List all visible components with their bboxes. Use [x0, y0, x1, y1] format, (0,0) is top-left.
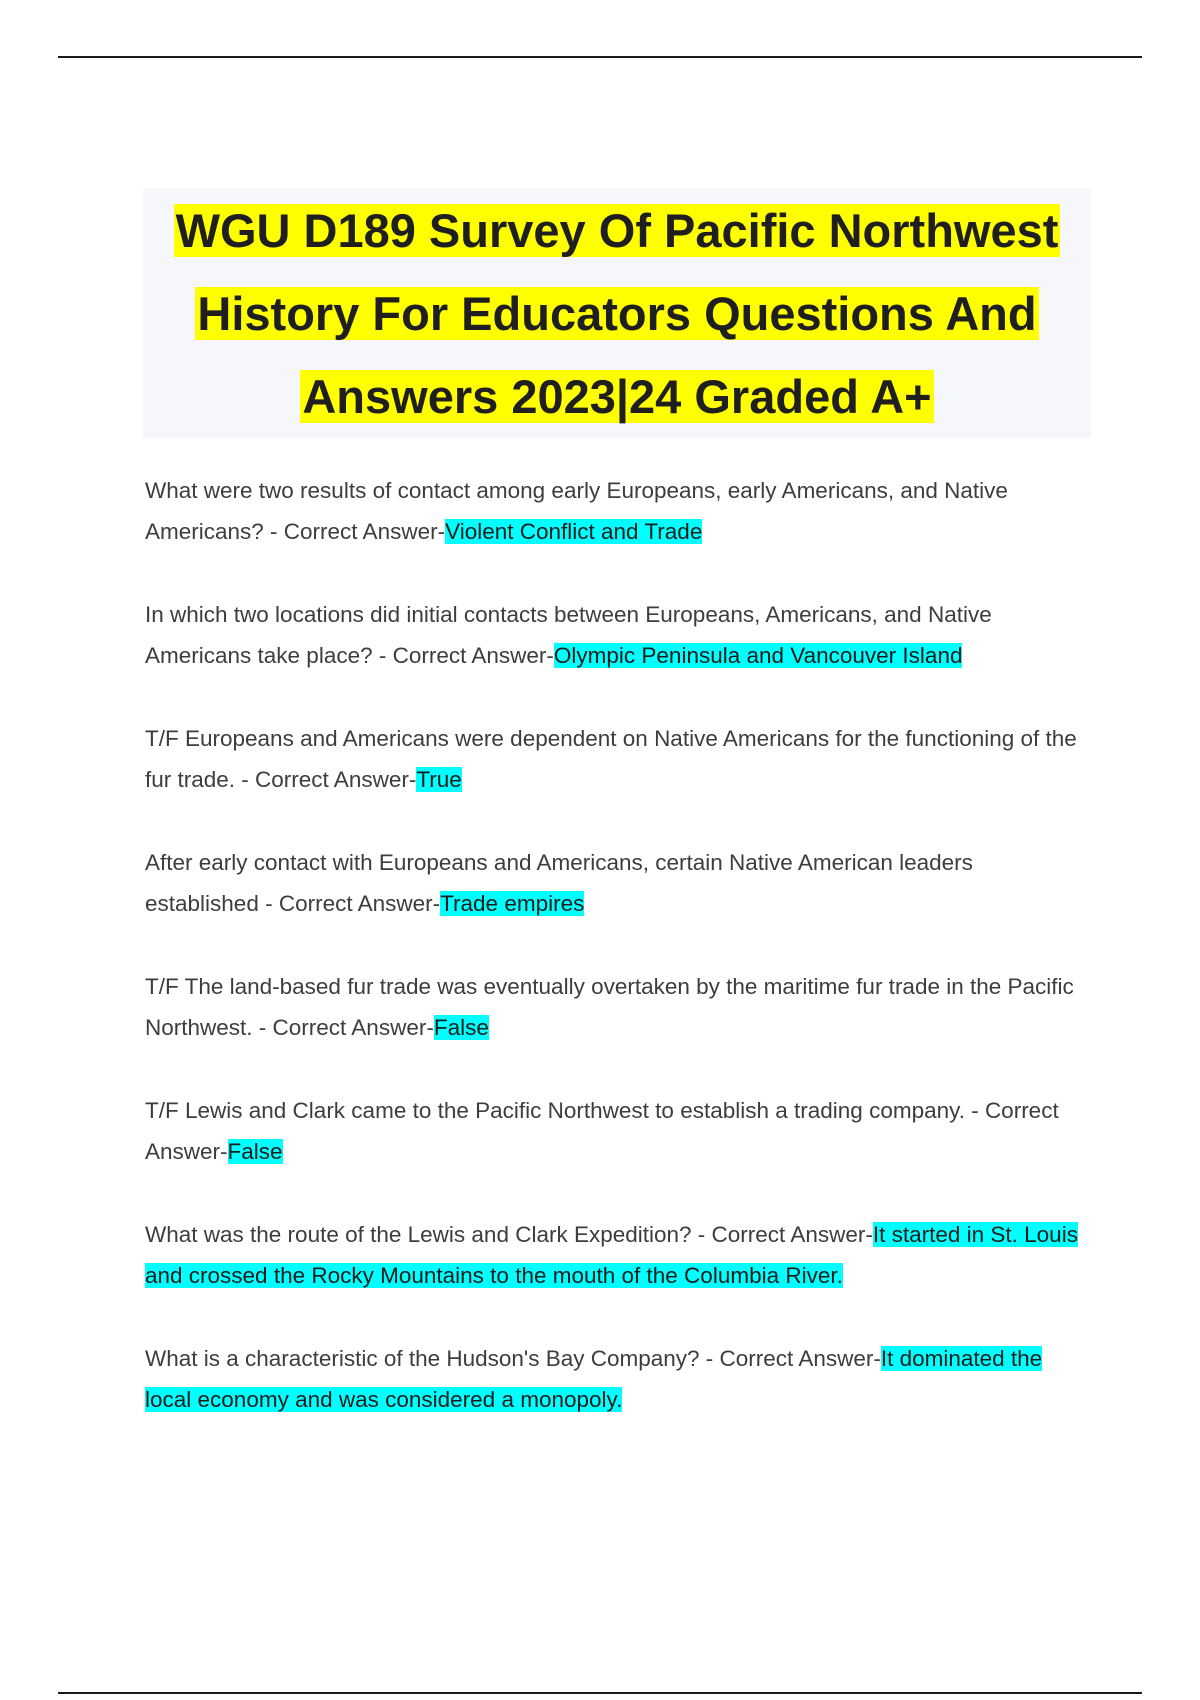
answer-highlight: Violent Conflict and Trade: [445, 519, 703, 544]
bottom-rule: [58, 1692, 1142, 1694]
question-text: T/F Lewis and Clark came to the Pacific Northwest to establish a trading company. - Correct Answer-: [145, 1098, 1059, 1164]
qa-item: [145, 966, 1090, 1048]
title-line-3: Answers 2023|24 Graded A+: [302, 370, 932, 423]
question-text: After early contact with Europeans and Americans, certain Native American leaders established - Correct Answer-: [145, 850, 973, 916]
qa-item: [145, 718, 1090, 800]
answer-highlight: True: [416, 767, 462, 792]
title-block: [143, 188, 1091, 438]
question-text: T/F Europeans and Americans were dependent on Native Americans for the functioning of the fur trade. - Correct Answer-: [145, 726, 1077, 792]
answer-highlight: False: [227, 1139, 283, 1164]
answer-highlight: False: [433, 1015, 489, 1040]
qa-list: [145, 470, 1090, 1462]
answer-highlight: It started in St. Louis and crossed the Rocky Mountains to the mouth of the Columbia River.: [145, 1222, 1078, 1288]
qa-item: [145, 594, 1090, 676]
question-text: What were two results of contact among early Europeans, early Americans, and Native Americans? - Correct Answer-: [145, 478, 1008, 544]
question-text: What was the route of the Lewis and Clark Expedition? - Correct Answer-: [145, 1222, 873, 1247]
qa-item: [145, 1214, 1090, 1296]
document-title: [143, 189, 1091, 438]
question-text: In which two locations did initial contacts between Europeans, Americans, and Native Americans take place? - Correct Answer-: [145, 602, 992, 668]
qa-item: [145, 470, 1090, 552]
qa-item: [145, 842, 1090, 924]
qa-item: [145, 1338, 1090, 1420]
qa-item: [145, 1090, 1090, 1172]
answer-highlight: It dominated the local economy and was considered a monopoly.: [145, 1346, 1043, 1412]
question-text: T/F The land-based fur trade was eventually overtaken by the maritime fur trade in the Pacific Northwest. - Correct Answer-: [145, 974, 1074, 1040]
question-text: What is a characteristic of the Hudson's Bay Company? - Correct Answer-: [145, 1346, 881, 1371]
answer-highlight: Trade empires: [440, 891, 585, 916]
top-rule: [58, 56, 1142, 58]
title-line-2: History For Educators Questions And: [197, 287, 1037, 340]
answer-highlight: Olympic Peninsula and Vancouver Island: [553, 643, 963, 668]
title-line-1: WGU D189 Survey Of Pacific Northwest: [175, 204, 1059, 257]
